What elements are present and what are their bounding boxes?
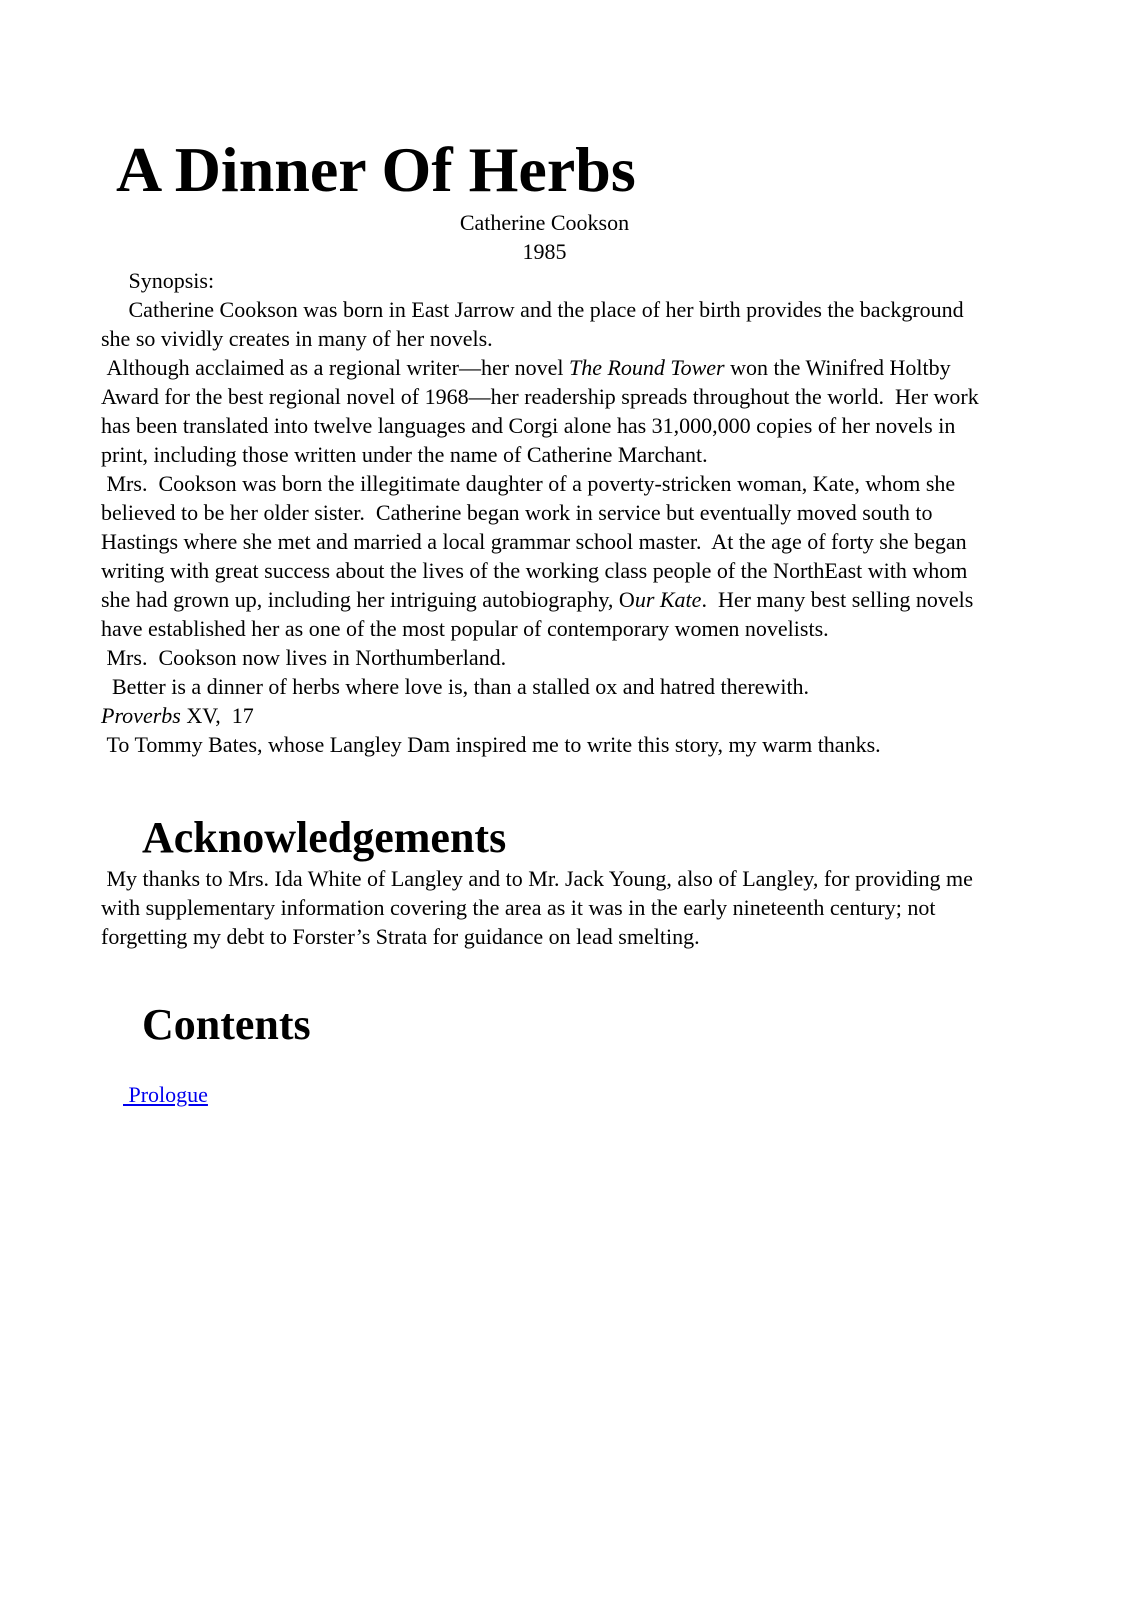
- contents-link-prologue[interactable]: Prologue: [123, 1082, 208, 1107]
- synopsis-paragraph-1: Catherine Cookson was born in East Jarrow and the place of her birth provides the background she so vividly creates in many of her novels.: [101, 297, 970, 351]
- synopsis-paragraph-3: Mrs. Cookson was born the illegitimate daughter of a poverty-stricken woman, Kate, whom she believed to be her older sister. Catherine began work in service but eventually moved south to Hastings where she met and married a local grammar school master. At the age of forty she began writing with great success about the lives of the working class people of the NorthEast with whom she had grown up, including her intriguing autobiography, Our Kate. Her many best selling novels have established her as one of the most popular of contemporary women novelists.: [101, 471, 979, 641]
- publication-year: 1985: [522, 239, 567, 264]
- contents-heading: Contents: [142, 1000, 311, 1049]
- dedication-line: To Tommy Bates, whose Langley Dam inspired me to write this story, my warm thanks.: [101, 732, 881, 757]
- book-title: A Dinner Of Herbs: [116, 134, 636, 205]
- synopsis-label: Synopsis:: [101, 268, 215, 293]
- synopsis-paragraph-2: Although acclaimed as a regional writer—her novel The Round Tower won the Winifred Holtby Award for the best regional novel of 1968—her readership spreads throughout the world. Her work has been translated into twelve languages and Corgi alone has 31,000,000 copies of her novels in print, including those written under the name of Catherine Marchant.: [101, 355, 985, 467]
- epigraph-source: Proverbs XV, 17: [101, 703, 254, 728]
- contents-list: [101, 1051, 988, 1138]
- acknowledgements-body: My thanks to Mrs. Ida White of Langley and to Mr. Jack Young, also of Langley, for providing me with supplementary information covering the area as it was in the early nineteenth century; not forgetting my debt to Forster’s Strata for guidance on lead smelting.: [101, 866, 979, 949]
- epigraph-quote: Better is a dinner of herbs where love is, than a stalled ox and hatred therewith.: [101, 674, 810, 699]
- author-name: Catherine Cookson: [459, 210, 630, 235]
- acknowledgements-heading: Acknowledgements: [142, 813, 507, 862]
- residence-line: Mrs. Cookson now lives in Northumberland.: [101, 645, 507, 670]
